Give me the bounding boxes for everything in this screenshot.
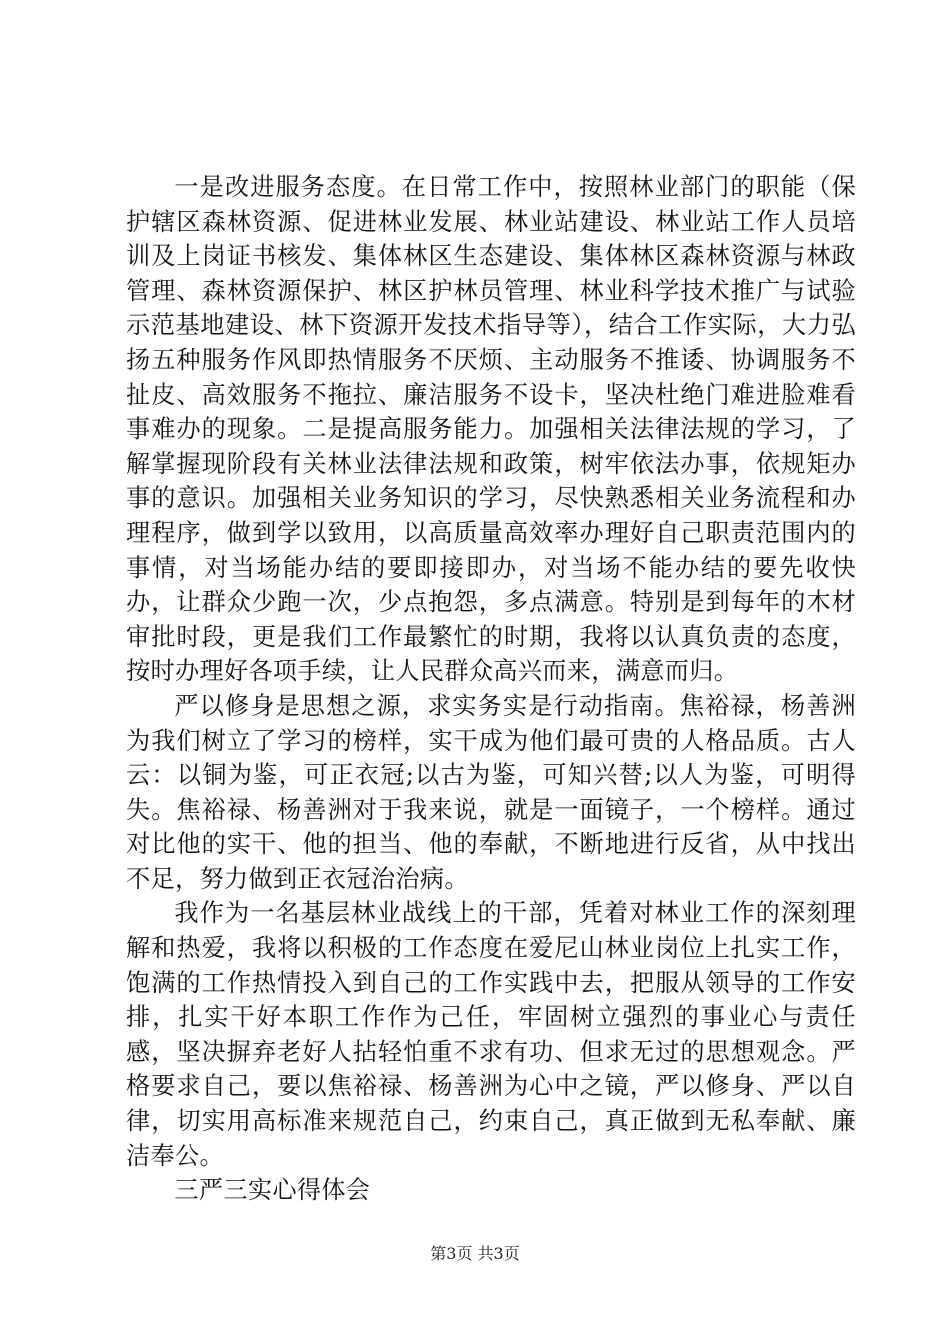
paragraph-commitment: 我作为一名基层林业战线上的干部，凭着对林业工作的深刻理解和热爱，我将以积极的工作态度在爱尼山林业岗位上扎实工作，饱满的工作热情投入到自己的工作实践中去，把服从领导的工作安排，扎实干好本职工作作为己任，牢固树立强烈的事业心与责任感，坚决摒弃老好人拈轻怕重不求有功、但求无过的思想观念。严格要求自己，要以焦裕禄、杨善洲为心中之镜，严以修身、严以自律，切实用高标准来规范自己，约束自己，真正做到无私奉献、廉洁奉公。 [126,899,856,1170]
paragraph-title-line: 三严三实心得体会 [174,1176,371,1205]
page-footer: 第3页 共3页 [430,1244,520,1263]
document-body [126,170,856,1208]
paragraph-self-cultivation: 严以修身是思想之源，求实务实是行动指南。焦裕禄，杨善洲为我们树立了学习的榜样，实干成为他们最可贵的人格品质。古人云：以铜为鉴，可正衣冠;以古为鉴，可知兴替;以人为鉴，可明得失。焦裕禄、杨善洲对于我来说，就是一面镜子，一个榜样。通过对比他的实干、他的担当、他的奉献，不断地进行反省，从中找出不足，努力做到正衣冠治治病。 [126,691,856,893]
paragraph-service: 一是改进服务态度。在日常工作中，按照林业部门的职能（保护辖区森林资源、促进林业发展、林业站建设、林业站工作人员培训及上岗证书核发、集体林区生态建设、集体林区森林资源与林政管理、森林资源保护、林区护林员管理、林业科学技术推广与试验示范基地建设、林下资源开发技术指导等），结合工作实际，大力弘扬五种服务作风即热情服务不厌烦、主动服务不推诿、协调服务不扯皮、高效服务不拖拉、廉洁服务不设卡，坚决杜绝门难进脸难看事难办的现象。二是提高服务能力。加强相关法律法规的学习，了解掌握现阶段有关林业法律法规和政策，树牢依法办事，依规矩办事的意识。加强相关业务知识的学习，尽快熟悉相关业务流程和办理程序，做到学以致用，以高质量高效率办理好自己职责范围内的事情，对当场能办结的要即接即办，对当场不能办结的要先收快办，让群众少跑一次，少点抱怨，多点满意。特别是到每年的木材审批时段，更是我们工作最繁忙的时期，我将以认真负责的态度，按时办理好各项手续，让人民群众高兴而来，满意而归。 [126,173,856,686]
